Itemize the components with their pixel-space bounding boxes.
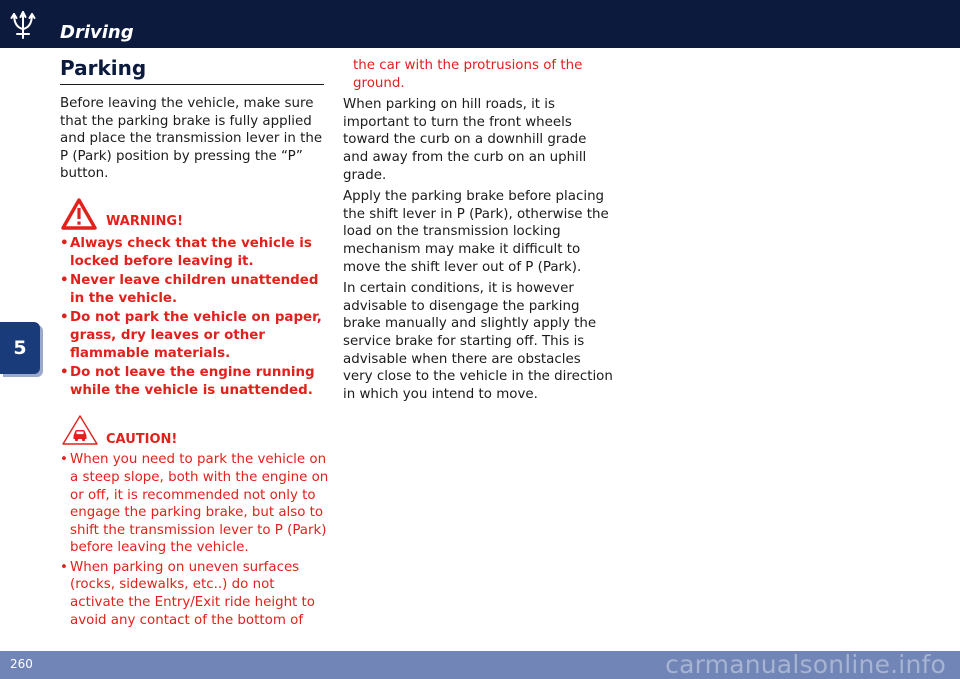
caution-list bbox=[60, 451, 330, 629]
intro-paragraph: Before leaving the vehicle, make sure that the parking brake is fully applied and place the transmission lever in the P (Park) position by pressing the “P” button. bbox=[60, 96, 323, 182]
caution-continuation: the car with the protrusions of the ground. bbox=[353, 58, 583, 91]
body-paragraph: Apply the parking brake before placing the shift lever in P (Park), otherwise the load on the transmission locking mechanism may make it difficult to move the shift lever out of P (Park). bbox=[343, 189, 609, 275]
section-title: Driving bbox=[60, 22, 134, 43]
body-paragraph: When parking on hill roads, it is important to turn the front wheels toward the curb on a downhill grade and away from the curb on an uphill grade. bbox=[343, 97, 587, 183]
caution-car-icon bbox=[60, 413, 100, 447]
list-item: • Never leave children unattended in the vehicle. bbox=[60, 272, 330, 307]
watermark: carmanualsonline.info bbox=[665, 650, 946, 679]
page-heading: Parking bbox=[60, 55, 324, 85]
body-paragraph: In certain conditions, it is however advisable to disengage the parking brake manually and slightly apply the service brake for starting off. This is advisable when there are obstacles very close to the vehicle in the direction in which you intend to move. bbox=[343, 281, 613, 402]
list-item: • Do not leave the engine running while the vehicle is unattended. bbox=[60, 364, 330, 399]
caution-title: CAUTION! bbox=[106, 432, 178, 448]
chapter-tab[interactable]: 5 bbox=[0, 322, 40, 374]
right-column bbox=[343, 57, 613, 407]
list-item: • When you need to park the vehicle on a steep slope, both with the engine on or off, it is recommended not only to engage the parking brake, but also to shift the transmission lever to P (Park) before leaving the vehicle. bbox=[60, 451, 330, 557]
warning-title: WARNING! bbox=[106, 213, 184, 229]
list-item: • Do not park the vehicle on paper, grass, dry leaves or other flammable materials. bbox=[60, 309, 330, 362]
page-number: 260 bbox=[10, 657, 33, 671]
trident-logo-icon bbox=[8, 8, 38, 40]
caution-header bbox=[60, 413, 330, 447]
list-item: • When parking on uneven surfaces (rocks, sidewalks, etc..) do not activate the Entry/Exit ride height to avoid any contact of the bottom of bbox=[60, 559, 330, 629]
warning-list bbox=[60, 235, 330, 399]
warning-triangle-icon bbox=[60, 197, 98, 231]
warning-header bbox=[60, 197, 330, 231]
left-column bbox=[60, 55, 330, 631]
list-item: • Always check that the vehicle is locked before leaving it. bbox=[60, 235, 330, 270]
header-bar bbox=[0, 0, 960, 48]
